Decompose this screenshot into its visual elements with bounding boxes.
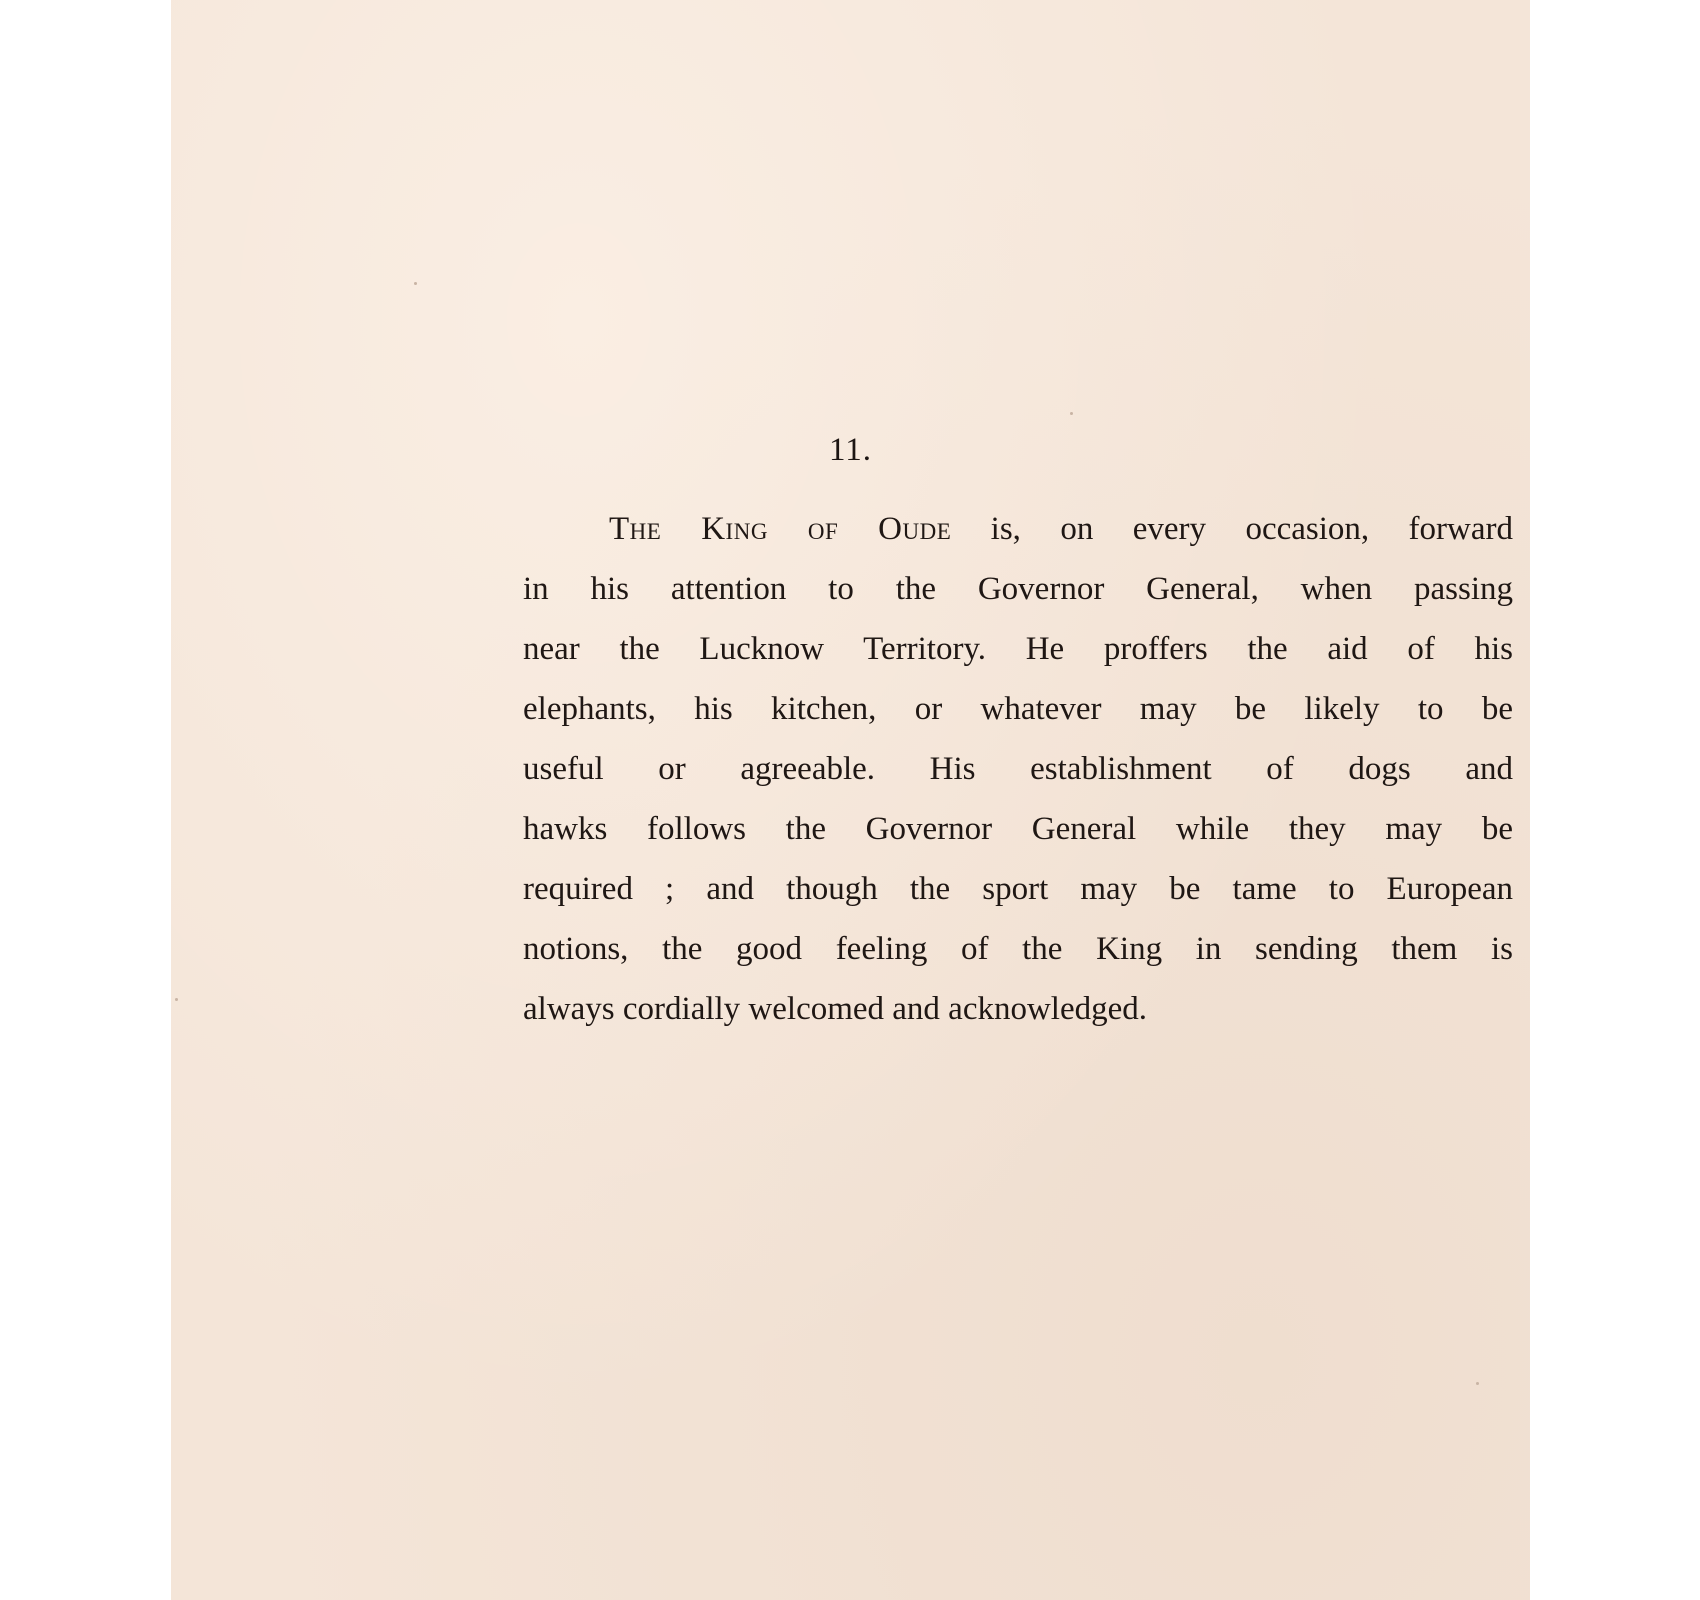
paragraph-line: required ; and though the sport may be tame to European <box>523 871 1513 907</box>
paragraph-line: near the Lucknow Territory. He proffers the aid of his <box>523 631 1513 667</box>
book-page <box>171 0 1530 1600</box>
paragraph-line: hawks follows the Governor General while they may be <box>523 811 1513 847</box>
paragraph-line: elephants, his kitchen, or whatever may be likely to be <box>523 691 1513 727</box>
line-text: is, on every occasion, forward <box>951 511 1513 547</box>
paper-speck <box>175 998 178 1001</box>
lead-small-caps: The King of Oude <box>609 511 952 547</box>
body-paragraph <box>523 499 1513 1039</box>
paragraph-line: useful or agreeable. His establishment of dogs and <box>523 751 1513 787</box>
page-number: 11. <box>828 432 873 468</box>
paragraph-line: always cordially welcomed and acknowledged. <box>523 991 1148 1027</box>
paragraph-line <box>523 499 1513 559</box>
paragraph-line: notions, the good feeling of the King in sending them is <box>523 931 1513 967</box>
paragraph-line: in his attention to the Governor General, when passing <box>523 571 1513 607</box>
paper-speck <box>414 282 417 285</box>
paper-speck <box>1070 412 1073 415</box>
paper-speck <box>1476 1382 1479 1385</box>
